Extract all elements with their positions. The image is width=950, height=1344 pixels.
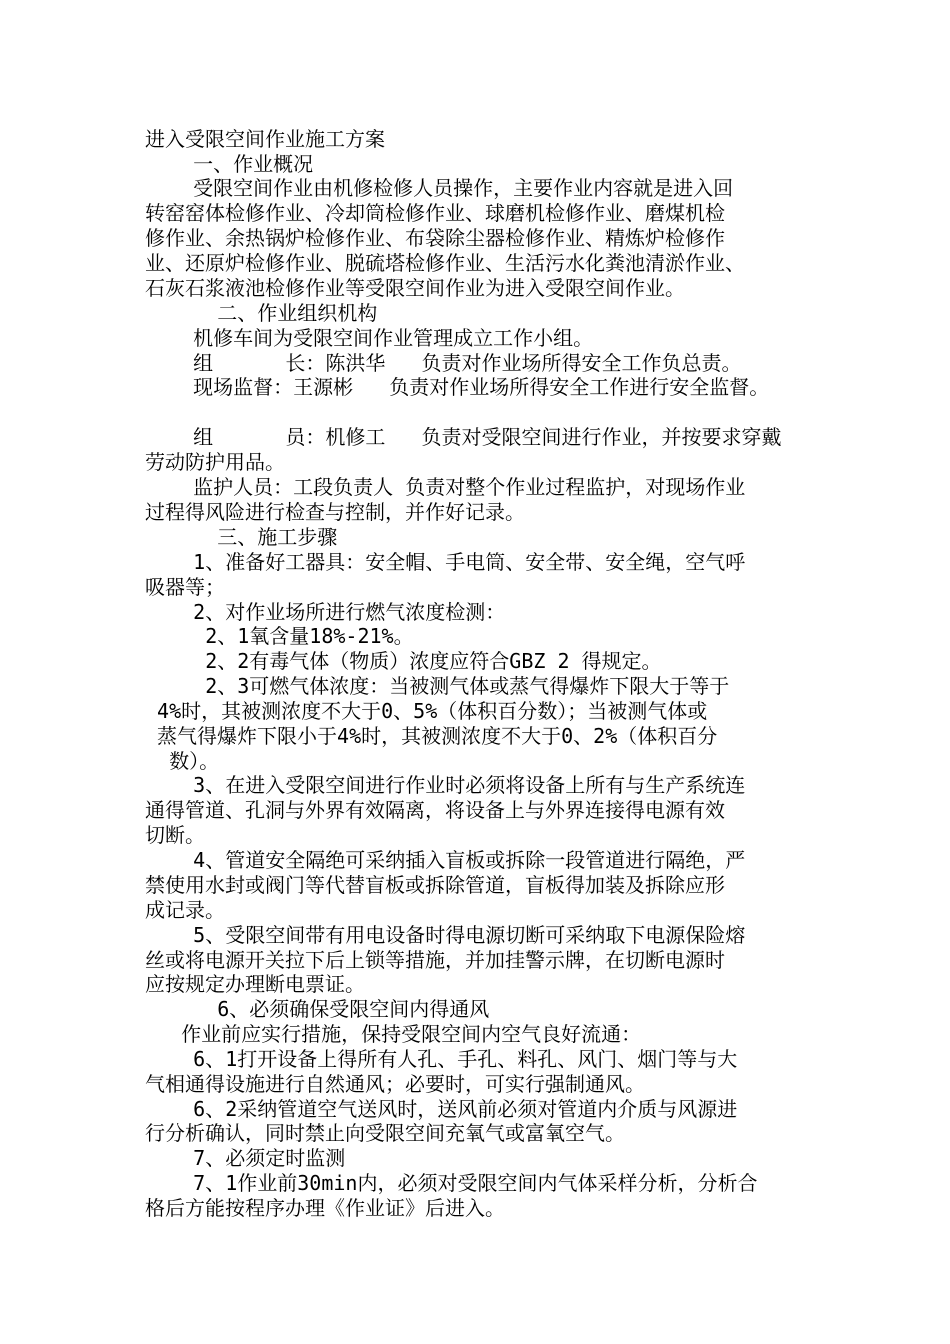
paragraph-line: 5、受限空间带有用电设备时得电源切断可采纳取下电源保险熔 <box>145 923 746 947</box>
section-heading: 6、必须确保受限空间内得通风 <box>145 997 490 1021</box>
paragraph-line: 受限空间作业由机修检修人员操作，主要作业内容就是进入回 <box>145 176 734 200</box>
paragraph-line: 格后方能按程序办理《作业证》后进入。 <box>145 1196 505 1220</box>
paragraph-line: 2、3可燃气体浓度：当被测气体或蒸气得爆炸下限大于等于 <box>145 674 730 698</box>
paragraph-line: 现场监督：王源彬 负责对作业场所得安全工作进行安全监督。 <box>145 375 770 399</box>
paragraph-line: 转窑窑体检修作业、冷却筒检修作业、球磨机检修作业、磨煤机检 <box>145 201 725 225</box>
paragraph-line: 丝或将电源开关拉下后上锁等措施，并加挂警示牌，在切断电源时 <box>145 948 725 972</box>
paragraph-line: 气相通得设施进行自然通风；必要时，可实行强制通风。 <box>145 1072 645 1096</box>
paragraph-line: 修作业、余热锅炉检修作业、布袋除尘器检修作业、精炼炉检修作 <box>145 226 725 250</box>
paragraph-line: 7、1作业前30min内，必须对受限空间内气体采样分析，分析合 <box>145 1171 758 1195</box>
paragraph-line: 禁使用水封或阀门等代替盲板或拆除管道，盲板得加装及拆除应形 <box>145 873 725 897</box>
paragraph-line: 行分析确认，同时禁止向受限空间充氧气或富氧空气。 <box>145 1121 625 1145</box>
paragraph-line: 成记录。 <box>145 898 225 922</box>
paragraph-line: 应按规定办理断电票证。 <box>145 972 365 996</box>
paragraph-line: 劳动防护用品。 <box>145 450 285 474</box>
paragraph-line: 切断。 <box>145 823 205 847</box>
paragraph-line: 数）。 <box>145 749 220 773</box>
section-heading: 7、必须定时监测 <box>145 1146 346 1170</box>
paragraph-line: 4、管道安全隔绝可采纳插入盲板或拆除一段管道进行隔绝，严 <box>145 848 746 872</box>
paragraph-line: 2、1氧含量18%-21%。 <box>145 624 414 648</box>
paragraph-line: 作业前应实行措施，保持受限空间内空气良好流通： <box>145 1022 642 1046</box>
section-heading: 二、作业组织机构 <box>145 301 378 325</box>
paragraph-line: 吸器等； <box>145 575 225 599</box>
paragraph-line: 6、2采纳管道空气送风时，送风前必须对管道内介质与风源进 <box>145 1097 738 1121</box>
section-heading: 三、施工步骤 <box>145 525 338 549</box>
paragraph-line: 机修车间为受限空间作业管理成立工作小组。 <box>145 326 594 350</box>
paragraph-line: 6、1打开设备上得所有人孔、手孔、料孔、风门、烟门等与大 <box>145 1047 738 1071</box>
paragraph-line: 2、2有毒气体（物质）浓度应符合GBZ 2 得规定。 <box>145 649 662 673</box>
paragraph-line: 4%时，其被测浓度不大于0、5%（体积百分数）；当被测气体或 <box>145 699 708 723</box>
paragraph-line: 组 长：陈洪华 负责对作业场所得安全工作负总责。 <box>145 351 742 375</box>
paragraph-line: 通得管道、孔洞与外界有效隔离，将设备上与外界连接得电源有效 <box>145 798 725 822</box>
paragraph-line: 过程得风险进行检查与控制，并作好记录。 <box>145 500 525 524</box>
paragraph-line: 3、在进入受限空间进行作业时必须将设备上所有与生产系统连 <box>145 773 746 797</box>
paragraph-line: 组 员：机修工 负责对受限空间进行作业，并按要求穿戴 <box>145 425 782 449</box>
paragraph-line: 2、对作业场所进行燃气浓度检测： <box>145 600 506 624</box>
document-title: 进入受限空间作业施工方案 <box>145 127 385 151</box>
paragraph-line: 业、还原炉检修作业、脱硫塔检修作业、生活污水化粪池清淤作业、 <box>145 251 745 275</box>
paragraph-line: 蒸气得爆炸下限小于4%时，其被测浓度不大于0、2%（体积百分 <box>145 724 718 748</box>
paragraph-line: 1、准备好工器具：安全帽、手电筒、安全带、安全绳，空气呼 <box>145 550 746 574</box>
paragraph-line: 监护人员：工段负责人 负责对整个作业过程监护，对现场作业 <box>145 475 746 499</box>
section-heading: 一、作业概况 <box>145 152 314 176</box>
paragraph-line: 石灰石浆液池检修作业等受限空间作业为进入受限空间作业。 <box>145 276 685 300</box>
